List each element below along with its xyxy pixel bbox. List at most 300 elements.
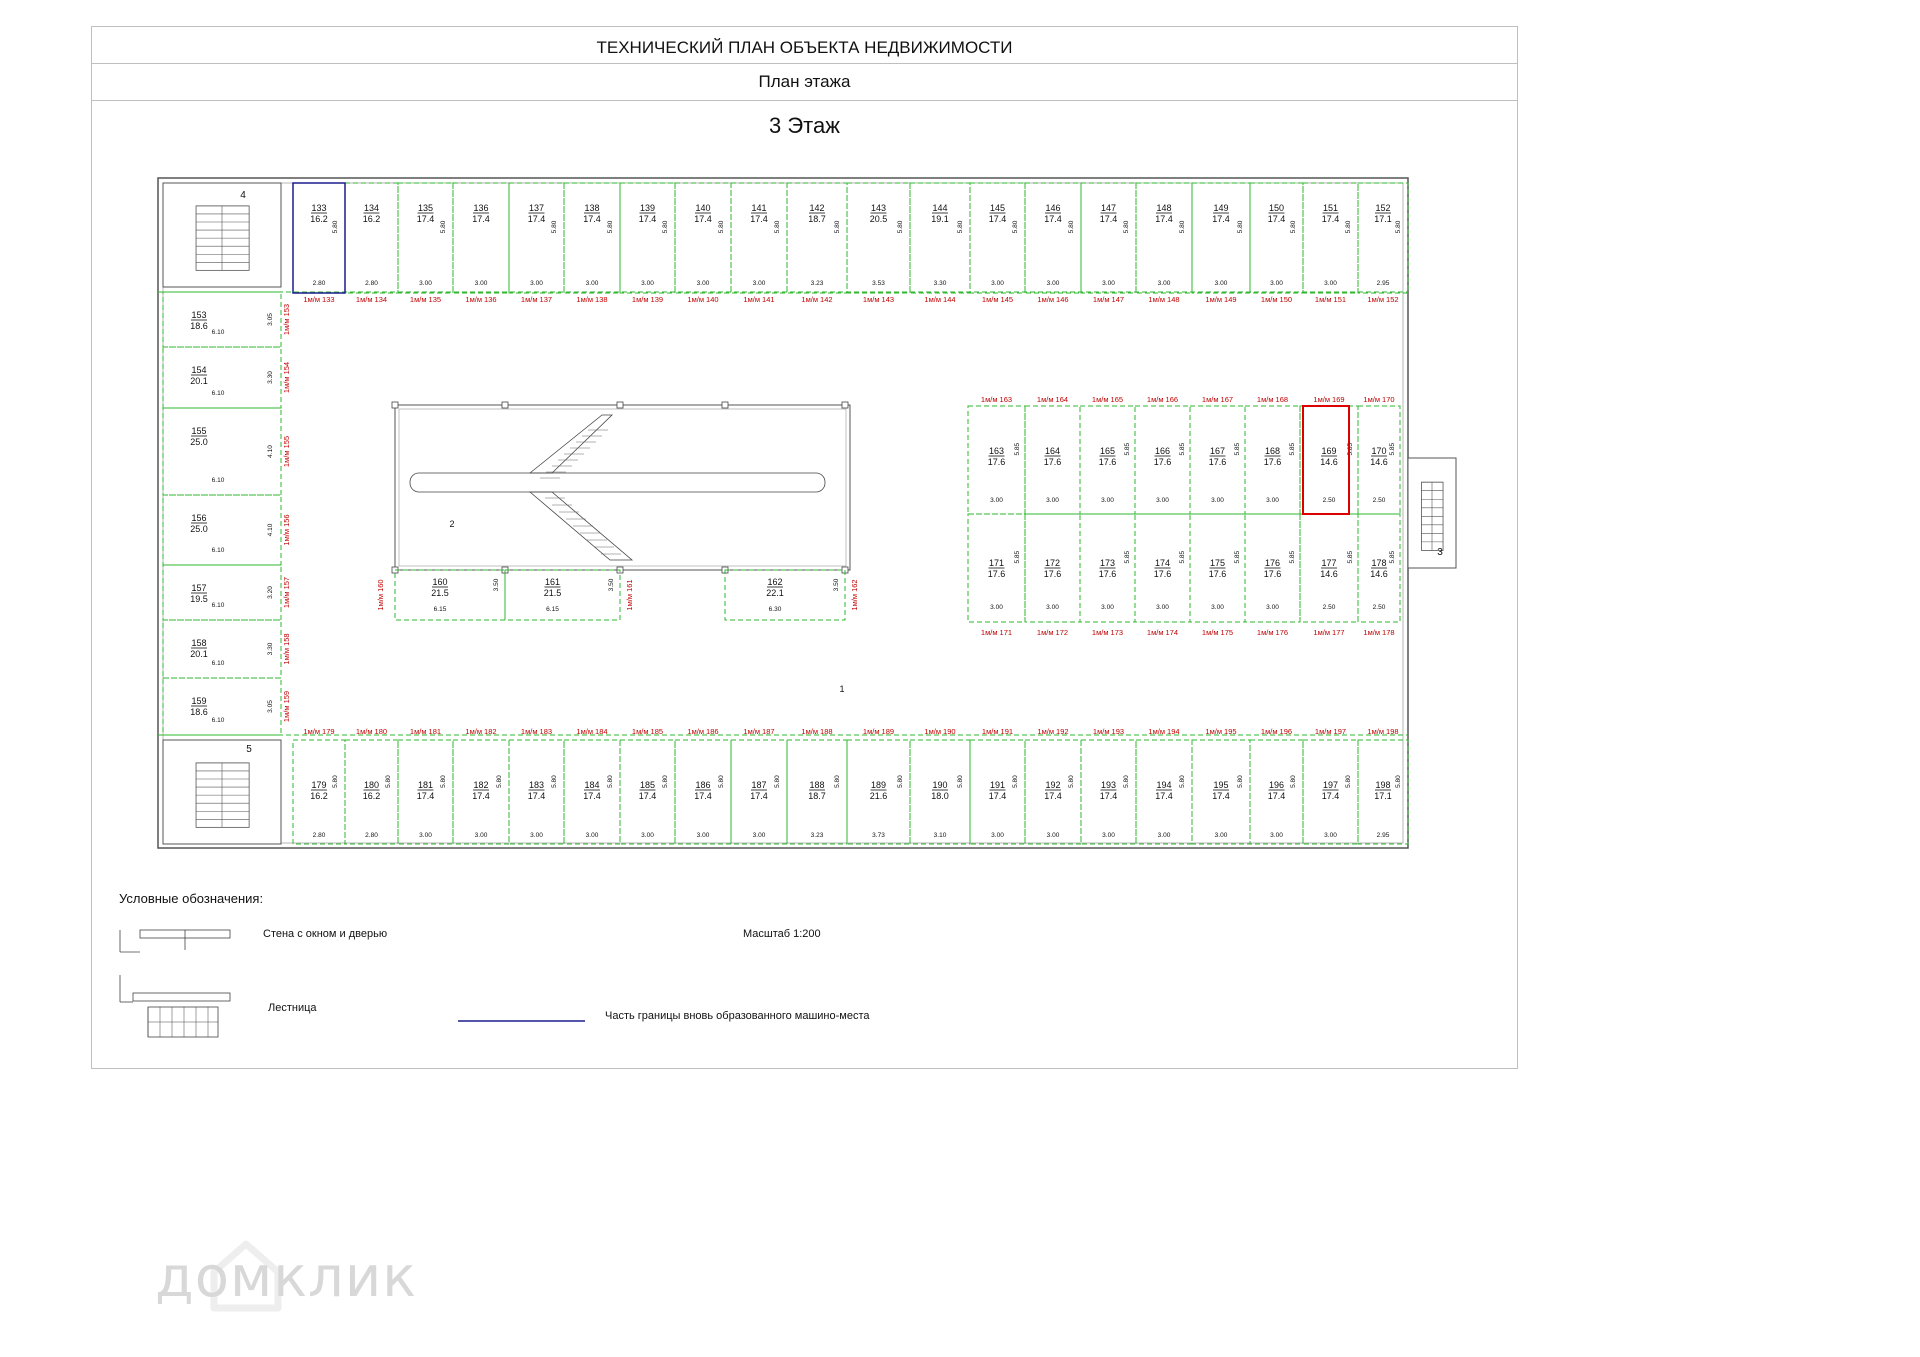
spot-157-area: 19.5	[190, 594, 208, 604]
spot-158-border	[163, 620, 281, 678]
spot-188-tag: 1м/м 188	[801, 727, 833, 736]
spot-150-border	[1250, 183, 1303, 293]
spot-160-number: 160	[432, 577, 448, 587]
column	[392, 402, 398, 408]
spot-168-tag: 1м/м 168	[1256, 395, 1289, 404]
spot-167-tag: 1м/м 167	[1201, 395, 1234, 404]
spot-156-number: 156	[191, 513, 207, 523]
spot-166-area: 17.6	[1153, 457, 1172, 467]
legend-stair-symbol	[133, 993, 230, 1001]
spot-155-width: 6.10	[211, 477, 225, 484]
spot-181-area: 17.4	[416, 791, 435, 801]
spot-154-depth: 3.30	[267, 371, 274, 384]
spot-189-width: 3.73	[872, 832, 885, 839]
spot-155-depth: 4.10	[267, 445, 274, 458]
spot-160-area: 21.5	[431, 588, 449, 598]
spot-140-number: 140	[695, 203, 711, 213]
spot-139-depth: 5.80	[662, 220, 669, 234]
spot-146-number: 146	[1045, 203, 1061, 213]
spot-191-width: 3.00	[991, 832, 1004, 839]
spot-198-tag: 1м/м 198	[1367, 727, 1399, 736]
spot-135-tag: 1м/м 135	[409, 295, 442, 304]
spot-157-number: 157	[191, 583, 207, 593]
spot-158-width: 6.10	[211, 660, 225, 667]
spot-164-width: 3.00	[1046, 497, 1059, 504]
spot-183-tag: 1м/м 183	[520, 727, 553, 736]
spot-186-area: 17.4	[694, 791, 712, 801]
spot-194-area: 17.4	[1155, 791, 1173, 801]
spot-169-number: 169	[1321, 446, 1337, 456]
spot-166-width: 3.00	[1156, 497, 1169, 504]
spot-156-tag: 1м/м 156	[282, 514, 291, 546]
spot-175-depth: 5.85	[1234, 550, 1241, 564]
spot-140-border	[675, 183, 731, 293]
spot-146-width: 3.00	[1046, 280, 1060, 287]
spot-150-tag: 1м/м 150	[1260, 295, 1293, 304]
spot-196-area: 17.4	[1267, 791, 1286, 801]
spot-138-number: 138	[584, 203, 600, 213]
spot-197-width: 3.00	[1324, 832, 1337, 839]
spot-191-number: 191	[989, 780, 1006, 790]
spot-147-depth: 5.80	[1123, 220, 1130, 234]
spot-157-width: 6.10	[211, 602, 225, 609]
spot-144-tag: 1м/м 144	[924, 295, 956, 304]
spot-168-width: 3.00	[1266, 497, 1279, 504]
spot-163-tag: 1м/м 163	[980, 395, 1013, 404]
spot-164-tag: 1м/м 164	[1036, 395, 1069, 404]
spot-151-tag: 1м/м 151	[1314, 295, 1347, 304]
spot-133-border	[293, 183, 345, 293]
spot-177-tag: 1м/м 177	[1313, 628, 1345, 637]
spot-147-border	[1081, 183, 1136, 293]
spot-155-number: 155	[191, 426, 207, 436]
spot-171-width: 3.00	[990, 604, 1003, 611]
spot-159-border	[163, 678, 281, 735]
spot-165-tag: 1м/м 165	[1091, 395, 1124, 404]
spot-152-depth: 5.80	[1395, 220, 1402, 234]
spot-135-number: 135	[417, 203, 434, 213]
spot-153-width: 6.10	[211, 329, 225, 336]
spot-142-area: 18.7	[808, 214, 826, 224]
spot-176-number: 176	[1264, 558, 1281, 568]
spot-136-number: 136	[473, 203, 489, 213]
spot-136-tag: 1м/м 136	[465, 295, 497, 304]
spot-190-area: 18.0	[931, 791, 949, 801]
spot-148-border	[1136, 183, 1192, 293]
spot-147-width: 3.00	[1102, 280, 1115, 287]
spot-175-area: 17.6	[1208, 569, 1227, 579]
spot-162-area: 22.1	[766, 588, 784, 598]
spot-153-tag: 1м/м 153	[282, 303, 291, 336]
spot-139-width: 3.00	[641, 280, 654, 287]
spot-182-number: 182	[473, 780, 489, 790]
spot-190-depth: 5.80	[957, 775, 964, 788]
spot-182-area: 17.4	[472, 791, 490, 801]
spot-173-depth: 5.85	[1124, 550, 1131, 564]
spot-140-width: 3.00	[696, 280, 710, 287]
spot-153-area: 18.6	[190, 321, 208, 331]
legend-wall-label: Стена с окном и дверью	[263, 928, 388, 940]
spot-175-width: 3.00	[1211, 604, 1224, 611]
spot-157-depth: 3.20	[267, 586, 274, 599]
spot-197-area: 17.4	[1321, 791, 1340, 801]
spot-172-width: 3.00	[1046, 604, 1059, 611]
spot-184-number: 184	[584, 780, 600, 790]
spot-165-number: 165	[1099, 446, 1116, 456]
spot-184-width: 3.00	[585, 832, 599, 839]
spot-137-depth: 5.80	[551, 220, 558, 234]
spot-158-depth: 3.30	[267, 642, 274, 656]
spot-165-width: 3.00	[1101, 497, 1114, 504]
spot-144-area: 19.1	[931, 214, 949, 224]
spot-195-area: 17.4	[1212, 791, 1230, 801]
spot-145-width: 3.00	[991, 280, 1004, 287]
spot-151-area: 17.4	[1321, 214, 1340, 224]
spot-176-width: 3.00	[1266, 604, 1279, 611]
spot-158-area: 20.1	[190, 649, 208, 659]
spot-181-depth: 5.80	[440, 775, 447, 788]
spot-181-number: 181	[417, 780, 434, 790]
spot-164-area: 17.6	[1043, 457, 1062, 467]
spot-180-depth: 5.80	[385, 775, 392, 788]
spot-195-width: 3.00	[1214, 832, 1228, 839]
spot-159-area: 18.6	[190, 707, 208, 717]
spot-150-depth: 5.80	[1290, 220, 1297, 234]
document-subtitle: План этажа	[92, 64, 1517, 101]
spot-194-tag: 1м/м 194	[1148, 727, 1180, 736]
spot-178-tag: 1м/м 178	[1363, 628, 1395, 637]
spot-137-tag: 1м/м 137	[520, 295, 553, 304]
spot-192-number: 192	[1045, 780, 1061, 790]
stair-3-label: 3	[1437, 547, 1443, 558]
spot-157-tag: 1м/м 157	[282, 576, 291, 609]
watermark-text: домклик	[155, 1245, 418, 1310]
spot-166-depth: 5.85	[1179, 442, 1186, 456]
spot-149-depth: 5.80	[1237, 220, 1244, 234]
spot-153-number: 153	[191, 310, 207, 320]
spot-161-depth: 3.50	[608, 578, 615, 592]
spot-133-width: 2.80	[312, 280, 326, 287]
spot-143-area: 20.5	[869, 214, 888, 224]
spot-179-tag: 1м/м 179	[303, 727, 335, 736]
spot-162-border	[725, 570, 845, 620]
spot-140-depth: 5.80	[718, 220, 725, 234]
spot-174-number: 174	[1154, 558, 1171, 568]
spot-139-area: 17.4	[638, 214, 657, 224]
scale-label: Масштаб 1:200	[743, 928, 821, 940]
spot-142-number: 142	[809, 203, 825, 213]
spot-179-number: 179	[311, 780, 327, 790]
spot-186-tag: 1м/м 186	[687, 727, 719, 736]
spot-133-area: 16.2	[310, 214, 328, 224]
spot-137-width: 3.00	[530, 280, 543, 287]
spot-172-number: 172	[1044, 558, 1061, 568]
spot-178-width: 2.50	[1372, 604, 1386, 611]
spot-196-depth: 5.80	[1290, 775, 1297, 788]
spot-135-border	[398, 183, 453, 293]
spot-135-depth: 5.80	[440, 220, 447, 234]
spot-167-depth: 5.85	[1234, 442, 1241, 456]
spot-194-width: 3.00	[1157, 832, 1171, 839]
spot-174-area: 17.6	[1153, 569, 1172, 579]
spot-173-tag: 1м/м 173	[1091, 628, 1124, 637]
spot-193-number: 193	[1100, 780, 1117, 790]
spot-173-width: 3.00	[1101, 604, 1114, 611]
spot-160-depth: 3.50	[493, 578, 500, 592]
spot-154-width: 6.10	[211, 390, 225, 397]
spot-142-tag: 1м/м 142	[801, 295, 833, 304]
spot-134-area: 16.2	[362, 214, 381, 224]
spot-189-area: 21.6	[869, 791, 888, 801]
spot-176-area: 17.6	[1263, 569, 1282, 579]
legend-stair-label: Лестница	[268, 1002, 317, 1014]
spot-171-area: 17.6	[987, 569, 1006, 579]
spot-166-tag: 1м/м 166	[1146, 395, 1179, 404]
spot-136-width: 3.00	[474, 280, 488, 287]
spot-159-width: 6.10	[211, 717, 225, 724]
spot-161-tag: 1м/м 161	[625, 579, 634, 611]
spot-161-border	[505, 570, 620, 620]
spot-169-area: 14.6	[1320, 457, 1338, 467]
spot-180-tag: 1м/м 180	[355, 727, 388, 736]
spot-170-tag: 1м/м 170	[1363, 395, 1395, 404]
spot-144-width: 3.30	[933, 280, 947, 287]
spot-159-depth: 3.05	[267, 700, 274, 713]
spot-140-tag: 1м/м 140	[687, 295, 719, 304]
spot-139-tag: 1м/м 139	[631, 295, 664, 304]
spot-135-width: 3.00	[419, 280, 432, 287]
spot-144-border	[910, 183, 970, 293]
legend-title: Условные обозначения:	[119, 891, 264, 906]
spot-180-number: 180	[363, 780, 380, 790]
spot-133-highlight	[293, 183, 345, 293]
spot-174-width: 3.00	[1156, 604, 1169, 611]
spot-182-depth: 5.80	[496, 775, 503, 788]
spot-159-tag: 1м/м 159	[282, 690, 291, 723]
spot-193-area: 17.4	[1099, 791, 1118, 801]
stair-4-label: 4	[240, 190, 246, 201]
zone-2-label: 2	[449, 519, 455, 529]
column	[617, 402, 623, 408]
spot-179-width: 2.80	[312, 832, 326, 839]
spot-162-number: 162	[767, 577, 783, 587]
spot-182-width: 3.00	[474, 832, 488, 839]
spot-133-depth: 5.80	[332, 220, 339, 234]
spot-193-depth: 5.80	[1123, 775, 1130, 788]
spot-156-area: 25.0	[190, 524, 208, 534]
spot-191-area: 17.4	[988, 791, 1007, 801]
spot-153-border	[163, 292, 281, 347]
spot-135-area: 17.4	[416, 214, 435, 224]
spot-146-depth: 5.80	[1068, 220, 1075, 234]
spot-197-depth: 5.80	[1345, 775, 1352, 788]
column	[842, 402, 848, 408]
spot-149-area: 17.4	[1212, 214, 1230, 224]
spot-148-tag: 1м/м 148	[1148, 295, 1180, 304]
spot-152-number: 152	[1375, 203, 1391, 213]
spot-167-number: 167	[1209, 446, 1226, 456]
spot-151-border	[1303, 183, 1358, 293]
spot-148-depth: 5.80	[1179, 220, 1186, 234]
spot-184-area: 17.4	[583, 791, 601, 801]
spot-168-depth: 5.85	[1289, 442, 1296, 456]
spot-148-area: 17.4	[1155, 214, 1173, 224]
spot-151-depth: 5.80	[1345, 220, 1352, 234]
spot-170-area: 14.6	[1370, 457, 1388, 467]
spot-145-border	[970, 183, 1025, 293]
spot-196-number: 196	[1268, 780, 1285, 790]
spot-144-number: 144	[932, 203, 948, 213]
spot-156-width: 6.10	[211, 547, 225, 554]
spot-184-tag: 1м/м 184	[576, 727, 608, 736]
spot-160-width: 6.15	[433, 606, 447, 613]
spot-195-number: 195	[1213, 780, 1229, 790]
spot-145-depth: 5.80	[1012, 220, 1019, 234]
spot-139-number: 139	[639, 203, 656, 213]
spot-167-area: 17.6	[1208, 457, 1227, 467]
spot-178-depth: 5.85	[1389, 550, 1396, 564]
spot-171-number: 171	[988, 558, 1005, 568]
stair-5-label: 5	[246, 744, 252, 755]
spot-196-tag: 1м/м 196	[1260, 727, 1293, 736]
spot-139-border	[620, 183, 675, 293]
spot-170-number: 170	[1371, 446, 1387, 456]
spot-145-number: 145	[989, 203, 1006, 213]
spot-169-tag: 1м/м 169	[1313, 395, 1345, 404]
spot-171-depth: 5.85	[1014, 550, 1021, 564]
spot-184-depth: 5.80	[607, 775, 614, 788]
spot-195-tag: 1м/м 195	[1205, 727, 1237, 736]
spot-189-tag: 1м/м 189	[862, 727, 895, 736]
spot-152-tag: 1м/м 152	[1367, 295, 1399, 304]
spot-190-tag: 1м/м 190	[924, 727, 956, 736]
spot-150-area: 17.4	[1267, 214, 1286, 224]
spot-163-depth: 5.85	[1014, 442, 1021, 456]
spot-138-tag: 1м/м 138	[576, 295, 608, 304]
spot-173-number: 173	[1099, 558, 1116, 568]
spot-179-area: 16.2	[310, 791, 328, 801]
spot-134-border	[345, 183, 398, 293]
column	[502, 402, 508, 408]
spot-193-width: 3.00	[1102, 832, 1115, 839]
spot-185-tag: 1м/м 185	[631, 727, 664, 736]
spot-134-width: 2.80	[365, 280, 378, 287]
legend-boundary-label: Часть границы вновь образованного машино-места	[605, 1010, 870, 1022]
spot-163-number: 163	[988, 446, 1005, 456]
spot-187-width: 3.00	[752, 832, 766, 839]
spot-155-tag: 1м/м 155	[282, 435, 291, 468]
spot-191-depth: 5.80	[1012, 775, 1019, 788]
spot-133-tag: 1м/м 133	[303, 295, 335, 304]
spot-161-area: 21.5	[543, 588, 562, 598]
spot-196-width: 3.00	[1270, 832, 1283, 839]
spot-168-number: 168	[1264, 446, 1281, 456]
spot-147-area: 17.4	[1099, 214, 1118, 224]
spot-175-number: 175	[1209, 558, 1226, 568]
spot-152-border	[1358, 183, 1408, 293]
spot-141-width: 3.00	[752, 280, 766, 287]
spot-158-number: 158	[191, 638, 207, 648]
spot-157-border	[163, 565, 281, 620]
spot-180-width: 2.80	[365, 832, 378, 839]
spot-141-border	[731, 183, 787, 293]
spot-134-number: 134	[363, 203, 380, 213]
spot-143-border	[847, 183, 910, 293]
spot-165-depth: 5.85	[1124, 442, 1131, 456]
spot-195-depth: 5.80	[1237, 775, 1244, 788]
spot-193-tag: 1м/м 193	[1092, 727, 1125, 736]
spot-140-area: 17.4	[694, 214, 712, 224]
zone-1-label: 1	[839, 684, 845, 694]
spot-142-width: 3.23	[810, 280, 824, 287]
spot-192-width: 3.00	[1046, 832, 1060, 839]
spot-158-tag: 1м/м 158	[282, 633, 291, 665]
spot-151-number: 151	[1322, 203, 1339, 213]
spot-156-depth: 4.10	[267, 523, 274, 537]
spot-150-width: 3.00	[1270, 280, 1283, 287]
spot-147-number: 147	[1100, 203, 1117, 213]
spot-165-area: 17.6	[1098, 457, 1117, 467]
spot-168-area: 17.6	[1263, 457, 1282, 467]
spot-145-tag: 1м/м 145	[981, 295, 1014, 304]
spot-177-width: 2.50	[1322, 604, 1336, 611]
spot-150-number: 150	[1268, 203, 1285, 213]
spot-194-number: 194	[1156, 780, 1172, 790]
spot-164-number: 164	[1044, 446, 1061, 456]
spot-154-number: 154	[191, 365, 207, 375]
spot-141-area: 17.4	[750, 214, 768, 224]
spot-169-depth: 5.85	[1347, 442, 1354, 456]
spot-143-tag: 1м/м 143	[862, 295, 895, 304]
spot-185-area: 17.4	[638, 791, 657, 801]
spot-159-number: 159	[191, 696, 207, 706]
spot-174-tag: 1м/м 174	[1146, 628, 1179, 637]
spot-143-width: 3.53	[872, 280, 885, 287]
spot-187-number: 187	[751, 780, 767, 790]
spot-154-border	[163, 347, 281, 408]
spot-185-number: 185	[639, 780, 656, 790]
spot-138-area: 17.4	[583, 214, 601, 224]
floor-title: 3 Этаж	[769, 113, 840, 138]
spot-142-border	[787, 183, 847, 293]
spot-152-width: 2.95	[1376, 280, 1390, 287]
spot-190-number: 190	[932, 780, 948, 790]
spot-194-depth: 5.80	[1179, 775, 1186, 788]
spot-180-area: 16.2	[362, 791, 381, 801]
spot-148-number: 148	[1156, 203, 1172, 213]
spot-177-area: 14.6	[1320, 569, 1338, 579]
spot-183-depth: 5.80	[551, 775, 558, 788]
spot-145-area: 17.4	[988, 214, 1007, 224]
spot-160-border	[395, 570, 505, 620]
spot-186-depth: 5.80	[718, 775, 725, 788]
spot-170-width: 2.50	[1372, 497, 1386, 504]
spot-142-depth: 5.80	[834, 220, 841, 234]
spot-181-tag: 1м/м 181	[409, 727, 442, 736]
spot-197-tag: 1м/м 197	[1314, 727, 1347, 736]
ramp-block	[395, 405, 850, 570]
spot-182-tag: 1м/м 182	[465, 727, 497, 736]
spot-138-border	[564, 183, 620, 293]
spot-148-width: 3.00	[1157, 280, 1171, 287]
spot-170-depth: 5.85	[1389, 442, 1396, 456]
spot-141-tag: 1м/м 141	[743, 295, 775, 304]
spot-192-area: 17.4	[1044, 791, 1062, 801]
spot-174-depth: 5.85	[1179, 550, 1186, 564]
spot-191-tag: 1м/м 191	[981, 727, 1014, 736]
spot-149-tag: 1м/м 149	[1205, 295, 1237, 304]
spot-144-depth: 5.80	[957, 220, 964, 234]
